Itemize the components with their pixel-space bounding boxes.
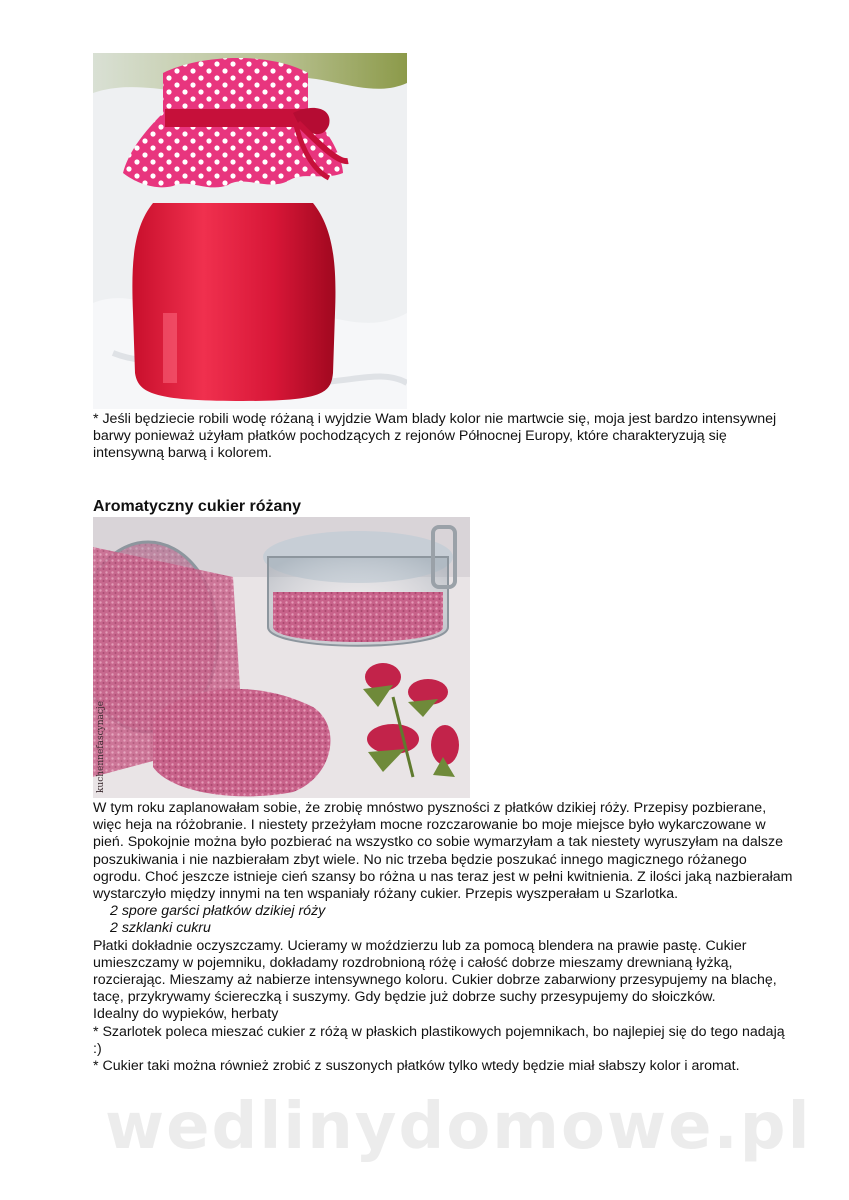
ingredient-item: 2 spore garści płatków dzikiej róży [110,903,326,920]
ingredients-list [93,903,793,937]
recipe-intro: W tym roku zaplanowałam sobie, że zrobię mnóstwo pyszności z płatków dzikiej róży. Przepisy pozbierane, więc heja na różobranie. I niestety przeżyłam mocne rozczarowanie bo moje miejsce było wykarczowane w pień. Spokojnie można było pozbierać na wszystko co sobie wymarzyłam a tak niestety wyruszyłam na dalsze poszukiwania i nie nazbierałam zbyt wiele. No nic trzeba będzie poszukać innego magicznego różanego ogrodu. Choć jeszcze istnieje cień szansy bo różna u nas teraz jest w pełni kwitnienia. Z ilości jaką nazbierałam wystarczyło między innymi na ten wspaniały różany cukier. Przepis wyszperałam u Szarlotka. [93,800,793,903]
ingredient-item: 2 szklanki cukru [110,920,211,937]
recipe-tip: * Cukier taki można również zrobić z suszonych płatków tylko wtedy będzie miał słabszy kolor i aromat. [93,1058,740,1075]
photo-credit-watermark: kuchennefascynacje [96,700,106,794]
rose-sugar-photo [93,517,470,798]
rose-water-jar-photo [93,53,407,409]
section-title: Aromatyczny cukier różany [93,498,302,515]
site-watermark: wedlinydomowe.pl [105,1090,812,1164]
recipe-text [93,800,793,1075]
recipe-method: Płatki dokładnie oczyszczamy. Ucieramy w moździerzu lub za pomocą blendera na prawie pastę. Cukier umieszczamy w pojemniku, dokładamy rozdrobnioną różę i całość dobrze mieszamy drewnianą łyżką, rozcierając. Mieszamy aż nabierze intensywnego koloru. Cukier dobrze zabarwiony przesypujemy na blachę, tacę, przykrywamy ściereczką i suszymy. Gdy będzie już dobrze suchy przesypujemy do słoiczków. [93,937,777,1006]
recipe-usage: Idealny do wypieków, herbaty [93,1006,279,1023]
recipe-tip: * Szarlotek poleca mieszać cukier z różą w płaskich plastikowych pojemnikach, bo najlepiej się do tego nadają :) [93,1023,785,1057]
rose-water-color-note: * Jeśli będziecie robili wodę różaną i wyjdzie Wam blady kolor nie martwcie się, moja jest bardzo intensywnej barwy ponieważ użyłam płatków pochodzących z rejonów Północnej Europy, które charakteryzują się intensywną barwą i kolorem. [93,411,777,462]
